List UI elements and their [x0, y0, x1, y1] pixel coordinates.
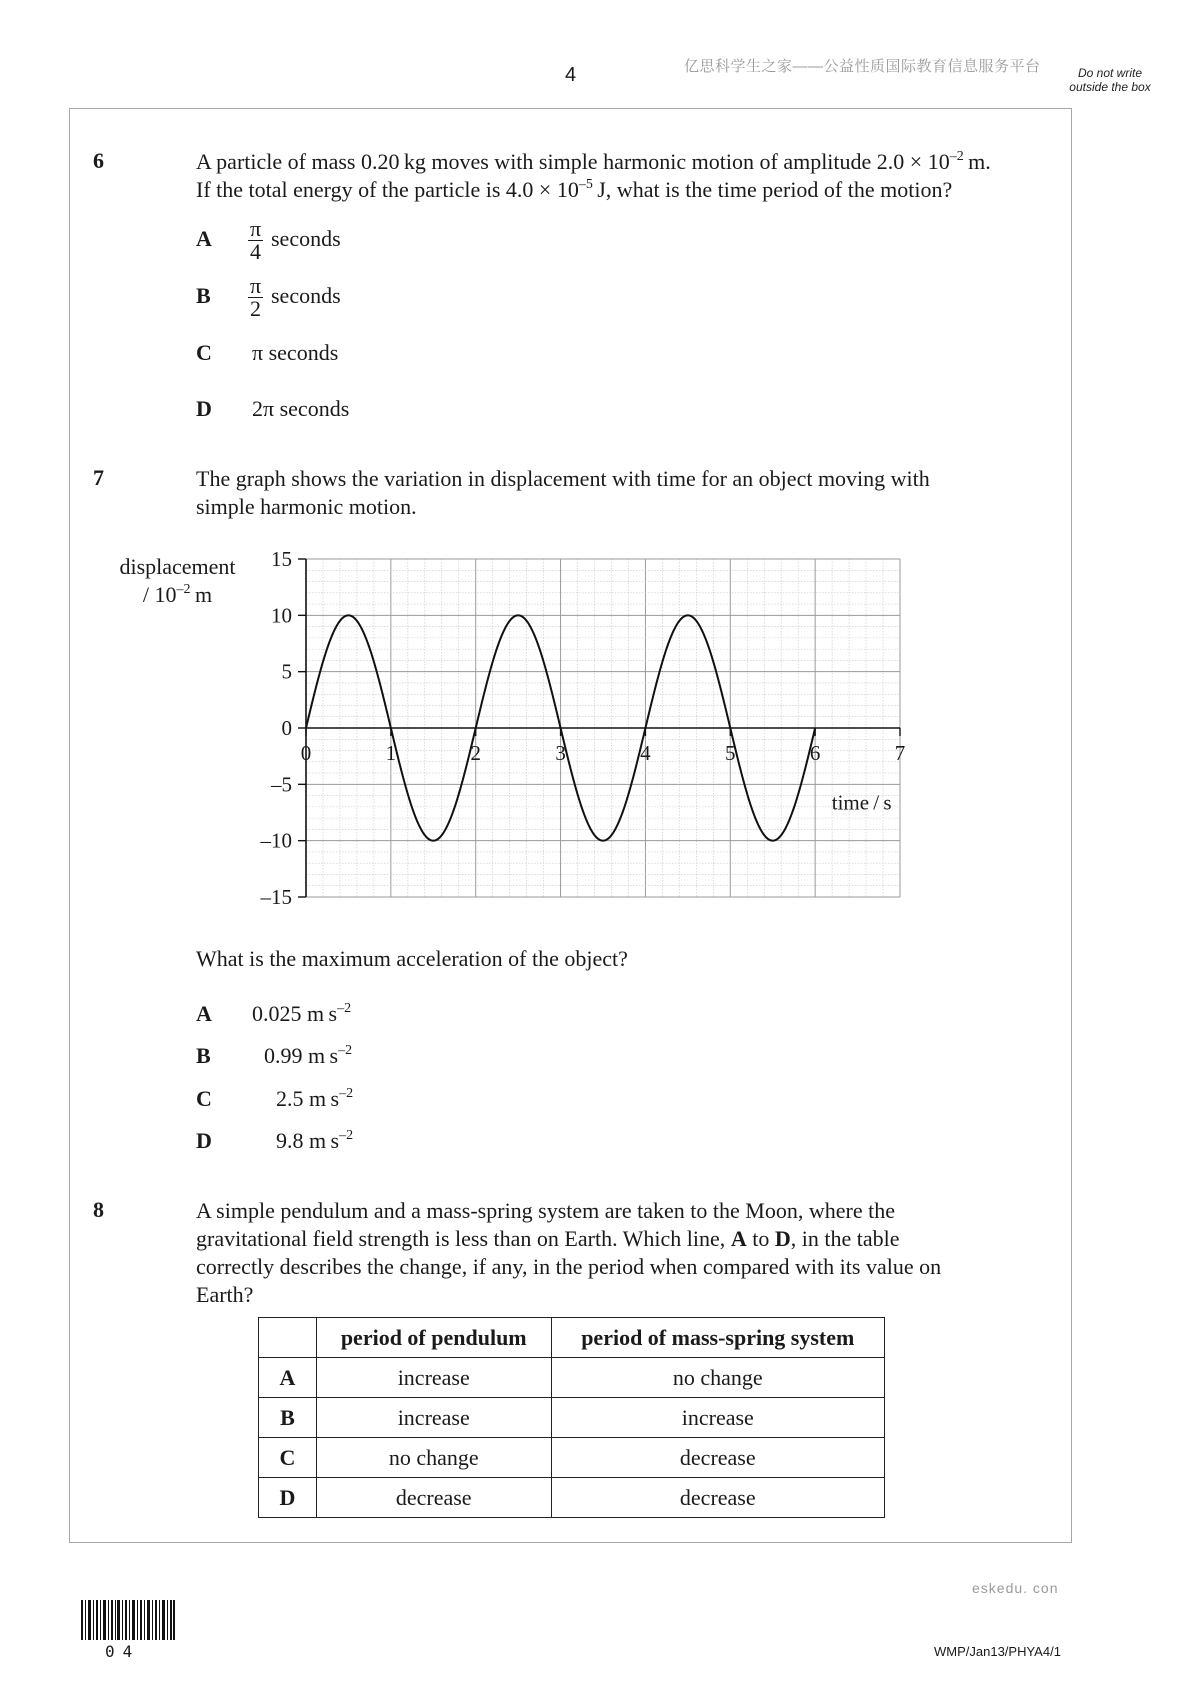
row-pendulum: increase	[316, 1358, 551, 1398]
row-letter: A	[259, 1358, 317, 1398]
question-8-text: A simple pendulum and a mass-spring system are taken to the Moon, where the gravitational field strength is less than on Earth. Which line, A to D, in the table correctly describes the change, if any, in the period when compared with its value on Earth?	[196, 1198, 942, 1307]
footer-site-text: eskedu. con	[972, 1580, 1059, 1596]
row-pendulum: increase	[316, 1398, 551, 1438]
row-spring: decrease	[551, 1478, 884, 1518]
q8-answer-table	[258, 1317, 885, 1518]
barcode-icon	[81, 1600, 175, 1640]
chart-y-axis-label: displacement / $10^{-2}$ m	[119, 554, 236, 607]
table-header-pendulum: period of pendulum	[316, 1318, 551, 1358]
row-letter: B	[259, 1398, 317, 1438]
x-tick-label: 6	[809, 741, 821, 765]
x-tick-label: 2	[470, 741, 481, 765]
x-tick-label: 3	[555, 741, 566, 765]
question-6-text	[196, 148, 991, 204]
margin-note: Do not write outside the box	[1069, 66, 1151, 94]
question-7-prompt: What is the maximum acceleration of the object?	[196, 946, 628, 971]
row-letter: D	[259, 1478, 317, 1518]
y-tick-label: 10	[271, 603, 292, 628]
footer-reference: WMP/Jan13/PHYA4/1	[934, 1644, 1061, 1659]
question-6-line-1: A particle of mass 0.20 kg moves with simple harmonic motion of amplitude $2.0 \times 10^{-2}$ m.	[196, 149, 991, 174]
x-tick-label: 0	[300, 741, 312, 765]
y-tick-label: 0	[281, 716, 292, 740]
x-axis-label: time / s	[831, 790, 892, 815]
row-spring: increase	[551, 1398, 884, 1438]
table-row[interactable]	[259, 1478, 885, 1518]
page-number: 4	[565, 64, 577, 86]
x-tick-label: 7	[894, 741, 906, 765]
y-tick-label: –5	[271, 772, 292, 797]
row-pendulum: decrease	[316, 1478, 551, 1518]
question-6-number: 6	[93, 148, 104, 173]
y-tick-label: 5	[281, 659, 292, 684]
row-spring: decrease	[551, 1438, 884, 1478]
row-pendulum: no change	[316, 1438, 551, 1478]
row-letter: C	[259, 1438, 317, 1478]
y-tick-label: –15	[260, 885, 292, 909]
question-6-line-2: If the total energy of the particle is $4.0 \times 10^{-5}$ J, what is the time period of the motion?	[196, 177, 953, 202]
question-7-text: The graph shows the variation in displacement with time for an object moving with simple harmonic motion.	[196, 466, 930, 519]
barcode-digits: 04	[105, 1642, 141, 1661]
table-row[interactable]	[259, 1398, 885, 1438]
x-tick-label: 4	[640, 741, 651, 765]
x-tick-label: 5	[725, 741, 736, 765]
table-row[interactable]	[259, 1438, 885, 1478]
row-spring: no change	[551, 1358, 884, 1398]
x-tick-label: 1	[385, 741, 397, 765]
table-header-spring: period of mass-spring system	[551, 1318, 884, 1358]
displacement-time-chart	[240, 545, 940, 925]
table-header-blank	[259, 1318, 317, 1358]
table-row[interactable]	[259, 1358, 885, 1398]
y-tick-label: 15	[271, 547, 292, 571]
y-tick-label: –10	[260, 828, 292, 853]
watermark-text: 亿思科学生之家——公益性质国际教育信息服务平台	[684, 58, 1041, 75]
question-7-number: 7	[93, 465, 104, 490]
table-header-row	[259, 1318, 885, 1358]
question-8-number: 8	[93, 1197, 104, 1222]
